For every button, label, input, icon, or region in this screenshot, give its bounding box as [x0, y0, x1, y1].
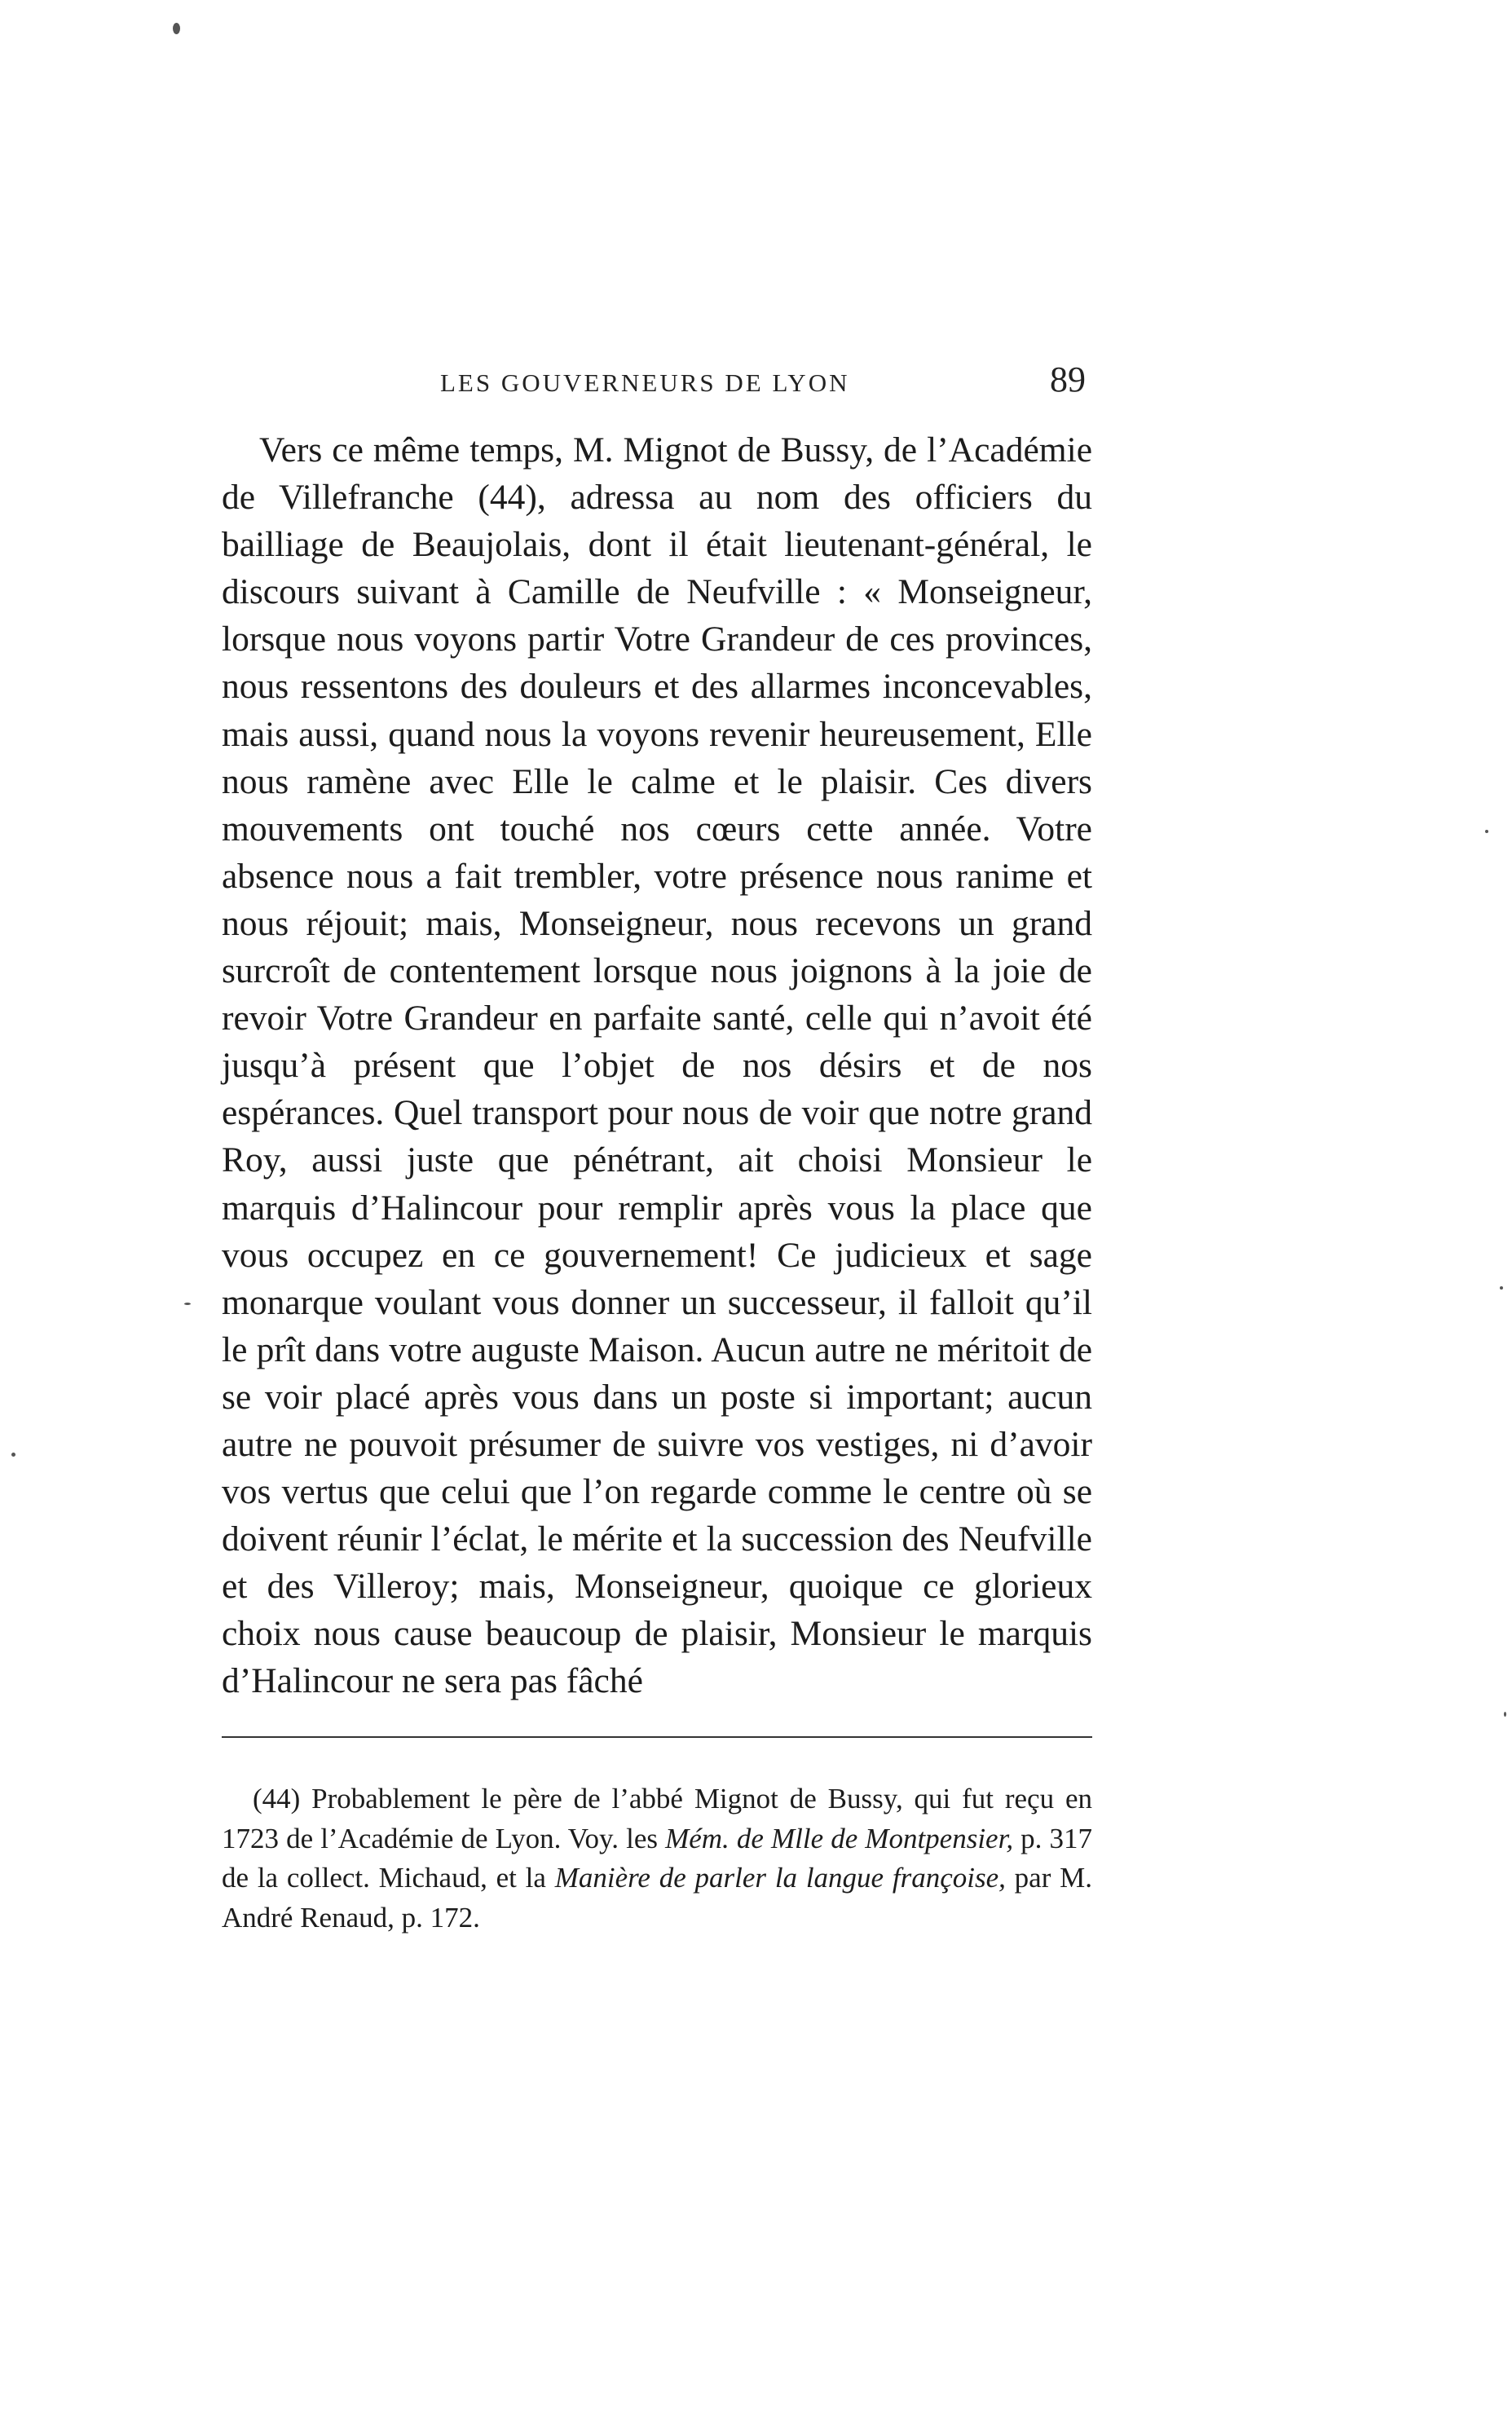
- footnote-text-2: p. 317 de la collect. Michaud, et la: [222, 1822, 1093, 1894]
- scan-speck: [1485, 830, 1488, 833]
- footnote-text-3: par M. André Renaud, p. 172.: [222, 1862, 1093, 1934]
- scan-speck: [11, 1453, 15, 1457]
- page-number: 89: [1050, 359, 1086, 399]
- footnote-divider: [222, 1736, 1092, 1738]
- footnote-citation-memoires: Mém. de Mlle de Montpensier,: [665, 1822, 1014, 1854]
- running-title: LES GOUVERNEURS DE LYON: [440, 368, 850, 397]
- footnote-text-1: (44) Probablement le père de l’abbé Mignot de Bussy, qui fut reçu en 1723 de l’Académie de Lyon. Voy. les: [222, 1783, 1092, 1854]
- footnote-citation-maniere: Manière de parler la langue françoise,: [554, 1862, 1006, 1894]
- scan-speck: [1500, 1286, 1503, 1290]
- body-paragraph: Vers ce même temps, M. Mignot de Bussy, de l’Académie de Villefranche (44), adressa au nom des officiers du bailliage de Beaujolais, dont il était lieutenant-général, le discours suivant à Camille de Neufville : « Monseigneur, lorsque nous voyons partir Votre Grandeur de ces provinces, nous ressentons des douleurs et des allarmes inconcevables, mais aussi, quand nous la voyons revenir heureusement, Elle nous ramène avec Elle le calme et le plaisir. Ces divers mouvements ont touché nos cœurs cette année. Votre absence nous a fait trembler, votre présence nous ranime et nous réjouit; mais, Monseigneur, nous recevons un grand surcroît de contentement lorsque nous joignons à la joie de revoir Votre Grandeur en parfaite santé, celle qui n’avoit été jusqu’à présent que l’objet de nos désirs et de nos espérances. Quel transport pour nous de voir que notre grand Roy, aussi juste que pénétrant, ait choisi Monsieur le marquis d’Halincour pour remplir après vous la place que vous occupez en ce gouvernement! Ce judicieux et sage monarque voulant vous donner un successeur, il falloit qu’il le prît dans votre auguste Maison. Aucun autre ne méritoit de se voir placé après vous dans un poste si important; aucun autre ne pouvoit présumer de suivre vos vestiges, ni d’avoir vos vertus que celui que l’on regarde comme le centre où se doivent réunir l’éclat, le mérite et la succession des Neufville et des Villeroy; mais, Monseigneur, quoique ce glorieux choix nous cause beaucoup de plaisir, Monsieur le marquis d’Halincour ne sera pas fâché: [222, 430, 1092, 1701]
- scan-speck: [1504, 1712, 1506, 1717]
- footnote-44: [222, 1779, 1092, 1938]
- running-head: [222, 359, 1086, 408]
- scan-speck: [173, 23, 180, 34]
- scan-speck: [184, 1303, 191, 1305]
